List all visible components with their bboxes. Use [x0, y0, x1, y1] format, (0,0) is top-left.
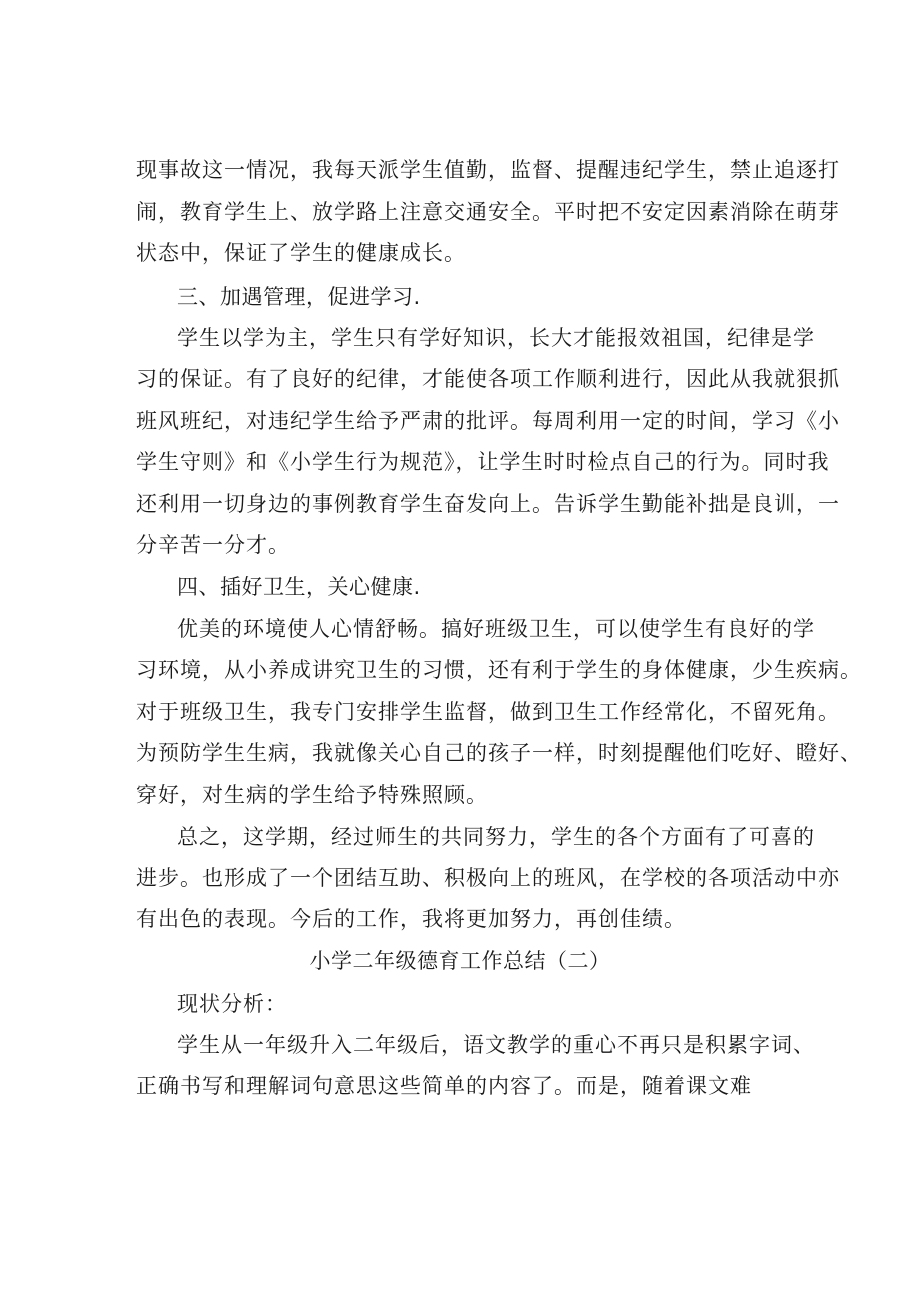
paragraph-line: 现事故这一情况，我每天派学生值勤，监督、提醒违纪学生，禁止追逐打	[136, 158, 840, 182]
paragraph-line: 对于班级卫生，我专门安排学生监督，做到卫生工作经常化，不留死角。	[136, 700, 840, 724]
summary-text: 这学期，经过师生的共同努力，学生的各个方面有了可喜的	[243, 825, 815, 849]
section-heading-4: 四、插好卫生，关心健康.	[177, 575, 421, 599]
paragraph-line: 有出色的表现。今后的工作，我将更加努力，再创佳绩。	[136, 907, 686, 931]
paragraph-line: 正确书写和理解词句意思这些简单的内容了。而是，随着课文难	[136, 1074, 752, 1098]
paragraph-line: 进步。也形成了一个团结互助、积极向上的班风，在学校的各项活动中亦	[136, 866, 840, 890]
section-label: 现状分析：	[177, 992, 287, 1016]
summary-line	[177, 822, 817, 852]
paragraph-line: 班风班纪，对违纪学生给予严肃的批评。每周利用一定的时间，学习《小	[136, 409, 840, 433]
paragraph-line: 学生守则》和《小学生行为规范》，让学生时时检点自己的行为。同时我	[136, 450, 830, 474]
paragraph-line: 还利用一切身边的事例教育学生奋发向上。告诉学生勤能补拙是良训，一	[136, 492, 840, 516]
paragraph-line: 习环境，从小养成讲究卫生的习惯，还有利于学生的身体健康，少生疾病。	[136, 658, 862, 682]
paragraph-line: 状态中，保证了学生的健康成长。	[136, 241, 466, 265]
summary-prefix: 总之，	[177, 825, 243, 849]
paragraph-line: 优美的环境使人心情舒畅。搞好班级卫生，可以使学生有良好的学	[177, 617, 815, 641]
paragraph-line: 为预防学生生病，我就像关心自己的孩子一样，时刻提醒他们吃好、瞪好、	[136, 741, 862, 765]
paragraph-line: 学生以学为主，学生只有学好知识，长大才能报效祖国，纪律是学	[177, 326, 815, 350]
paragraph-line: 学生从一年级升入二年级后，语文教学的重心不再只是积累字词、	[177, 1033, 815, 1057]
paragraph-line: 闹，教育学生上、放学路上注意交通安全。平时把不安定因素消除在萌芽	[136, 200, 840, 224]
paragraph-line: 分辛苦一分才。	[136, 533, 290, 557]
paragraph-line: 穿好，对生病的学生给予特殊照顾。	[136, 783, 488, 807]
document-title: 小学二年级德育工作总结（二）	[309, 949, 611, 973]
paragraph-line: 习的保证。有了良好的纪律，才能使各项工作顺利进行，因此从我就狠抓	[136, 367, 840, 391]
section-heading-3: 三、加遇管理，促进学习.	[177, 285, 421, 309]
